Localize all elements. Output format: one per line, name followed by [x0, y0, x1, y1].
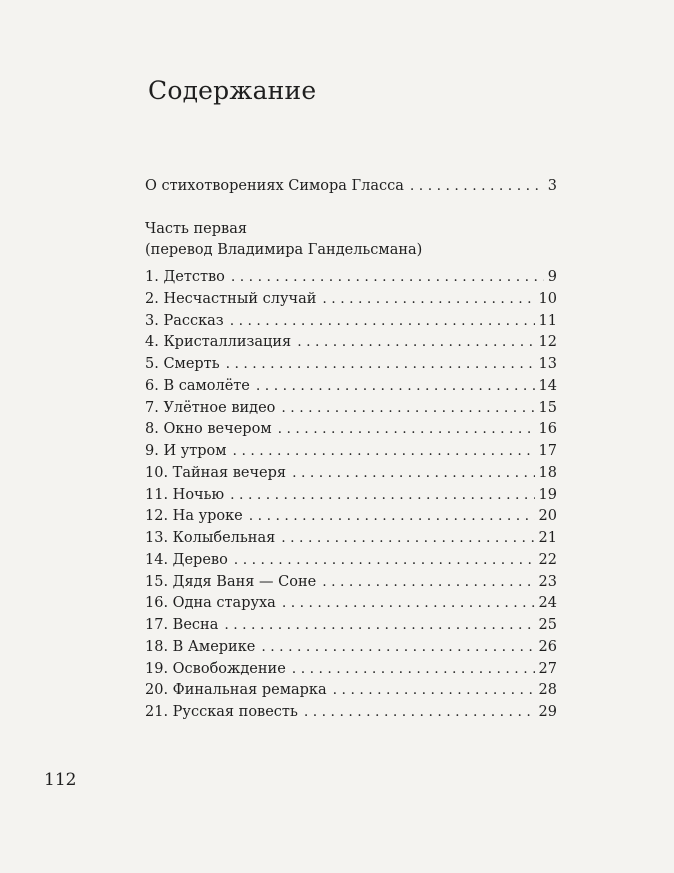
toc-entry-page: 13: [538, 356, 557, 372]
toc-entry: [145, 680, 557, 700]
toc-entry-title: 17. Весна: [145, 617, 219, 633]
toc-entry: [145, 419, 557, 439]
toc-entry: [145, 702, 557, 722]
dot-leader: [261, 637, 534, 657]
toc-entry-title: 7. Улётное видео: [145, 399, 276, 416]
toc-entry-page: 23: [538, 573, 557, 590]
toc-entry-page: 29: [538, 704, 557, 720]
dot-leader: [297, 332, 534, 352]
toc-entry-page: 3: [547, 178, 557, 194]
dot-leader: [333, 680, 535, 700]
toc-entry-title: О стихотворениях Симора Гласса: [145, 178, 404, 194]
dot-leader: [410, 176, 544, 196]
toc-entry-title: 1. Детство: [145, 269, 225, 285]
toc-entry: [145, 615, 557, 635]
toc-entry-title: 16. Одна старуха: [145, 595, 276, 612]
toc-entry-page: 16: [538, 421, 557, 438]
toc-entry: [145, 441, 557, 461]
toc-entry: [145, 528, 557, 548]
toc-entry: [145, 485, 557, 505]
toc-entry-page: 22: [538, 551, 557, 568]
toc-entry-title: 8. Окно вечером: [145, 421, 272, 438]
toc-entry-title: 5. Смерть: [145, 356, 220, 372]
toc-entry-page: 18: [538, 464, 557, 481]
toc-entry: [145, 550, 557, 570]
toc-entry-title: 2. Несчастный случай: [145, 290, 317, 307]
toc-entry: [145, 332, 557, 352]
toc-entry-title: 10. Тайная вечеря: [145, 464, 287, 481]
toc-entry: [145, 637, 557, 657]
dot-leader: [281, 398, 534, 418]
toc-entry-page: 11: [538, 312, 557, 329]
toc-entry-page: 17: [538, 443, 557, 459]
toc-entry: [145, 398, 557, 418]
toc-entry-page: 25: [538, 617, 557, 633]
toc-entry-title: 12. На уроке: [145, 508, 243, 525]
toc-entry-page: 27: [538, 660, 557, 677]
dot-leader: [256, 376, 535, 396]
toc-entry-page: 19: [538, 486, 557, 503]
dot-leader: [234, 550, 535, 570]
dot-leader: [233, 441, 535, 461]
toc-entry-page: 26: [538, 638, 557, 655]
toc-entry: [145, 354, 557, 374]
dot-leader: [304, 702, 535, 722]
toc-entry: [145, 659, 557, 679]
toc-entry: [145, 376, 557, 396]
page-title: Содержание: [148, 76, 317, 105]
toc-entry-title: 6. В самолёте: [145, 377, 250, 394]
toc-entry-title: 20. Финальная ремарка: [145, 682, 327, 699]
toc-entry-page: 14: [538, 377, 557, 394]
part-title: Часть первая: [145, 221, 247, 237]
toc-entry: [145, 593, 557, 613]
dot-leader: [230, 485, 534, 505]
toc-entry-page: 15: [538, 399, 557, 416]
dot-leader: [224, 615, 534, 635]
toc-entry: [145, 311, 557, 331]
toc-entry-title: 11. Ночью: [145, 486, 225, 503]
page-number: 112: [44, 770, 77, 790]
dot-leader: [231, 267, 544, 287]
dot-leader: [282, 593, 535, 613]
toc-entry-title: 19. Освобождение: [145, 660, 286, 677]
toc-entry-title: 15. Дядя Ваня — Соне: [145, 573, 317, 590]
toc-entry-title: 13. Колыбельная: [145, 530, 276, 546]
toc-entry: [145, 463, 557, 483]
toc-entry-page: 10: [538, 290, 557, 307]
toc-entry: [145, 506, 557, 526]
dot-leader: [278, 419, 535, 439]
toc-entry-title: 4. Кристаллизация: [145, 334, 292, 351]
toc-entry-title: 3. Рассказ: [145, 312, 224, 329]
toc-entry-page: 24: [538, 595, 557, 612]
dot-leader: [292, 463, 534, 483]
part-subtitle: (перевод Владимира Гандельсмана): [145, 242, 423, 258]
dot-leader: [230, 311, 535, 331]
dot-leader: [322, 572, 534, 592]
toc-entry-page: 12: [538, 334, 557, 351]
toc-entry: [145, 267, 557, 287]
toc-entry-page: 28: [538, 682, 557, 699]
toc-entry-title: 14. Дерево: [145, 551, 228, 568]
dot-leader: [292, 659, 535, 679]
toc-entry-title: 9. И утром: [145, 443, 227, 459]
toc-entry-intro: [145, 176, 557, 196]
toc-entry-page: 21: [538, 530, 557, 546]
dot-leader: [249, 506, 535, 526]
toc-entry-title: 21. Русская повесть: [145, 704, 298, 720]
toc-entry: [145, 289, 557, 309]
toc-entry: [145, 572, 557, 592]
dot-leader: [226, 354, 535, 374]
dot-leader: [281, 528, 534, 548]
toc-entry-page: 20: [538, 508, 557, 525]
toc-entry-page: 9: [547, 269, 557, 285]
toc-entry-title: 18. В Америке: [145, 638, 256, 655]
dot-leader: [322, 289, 534, 309]
